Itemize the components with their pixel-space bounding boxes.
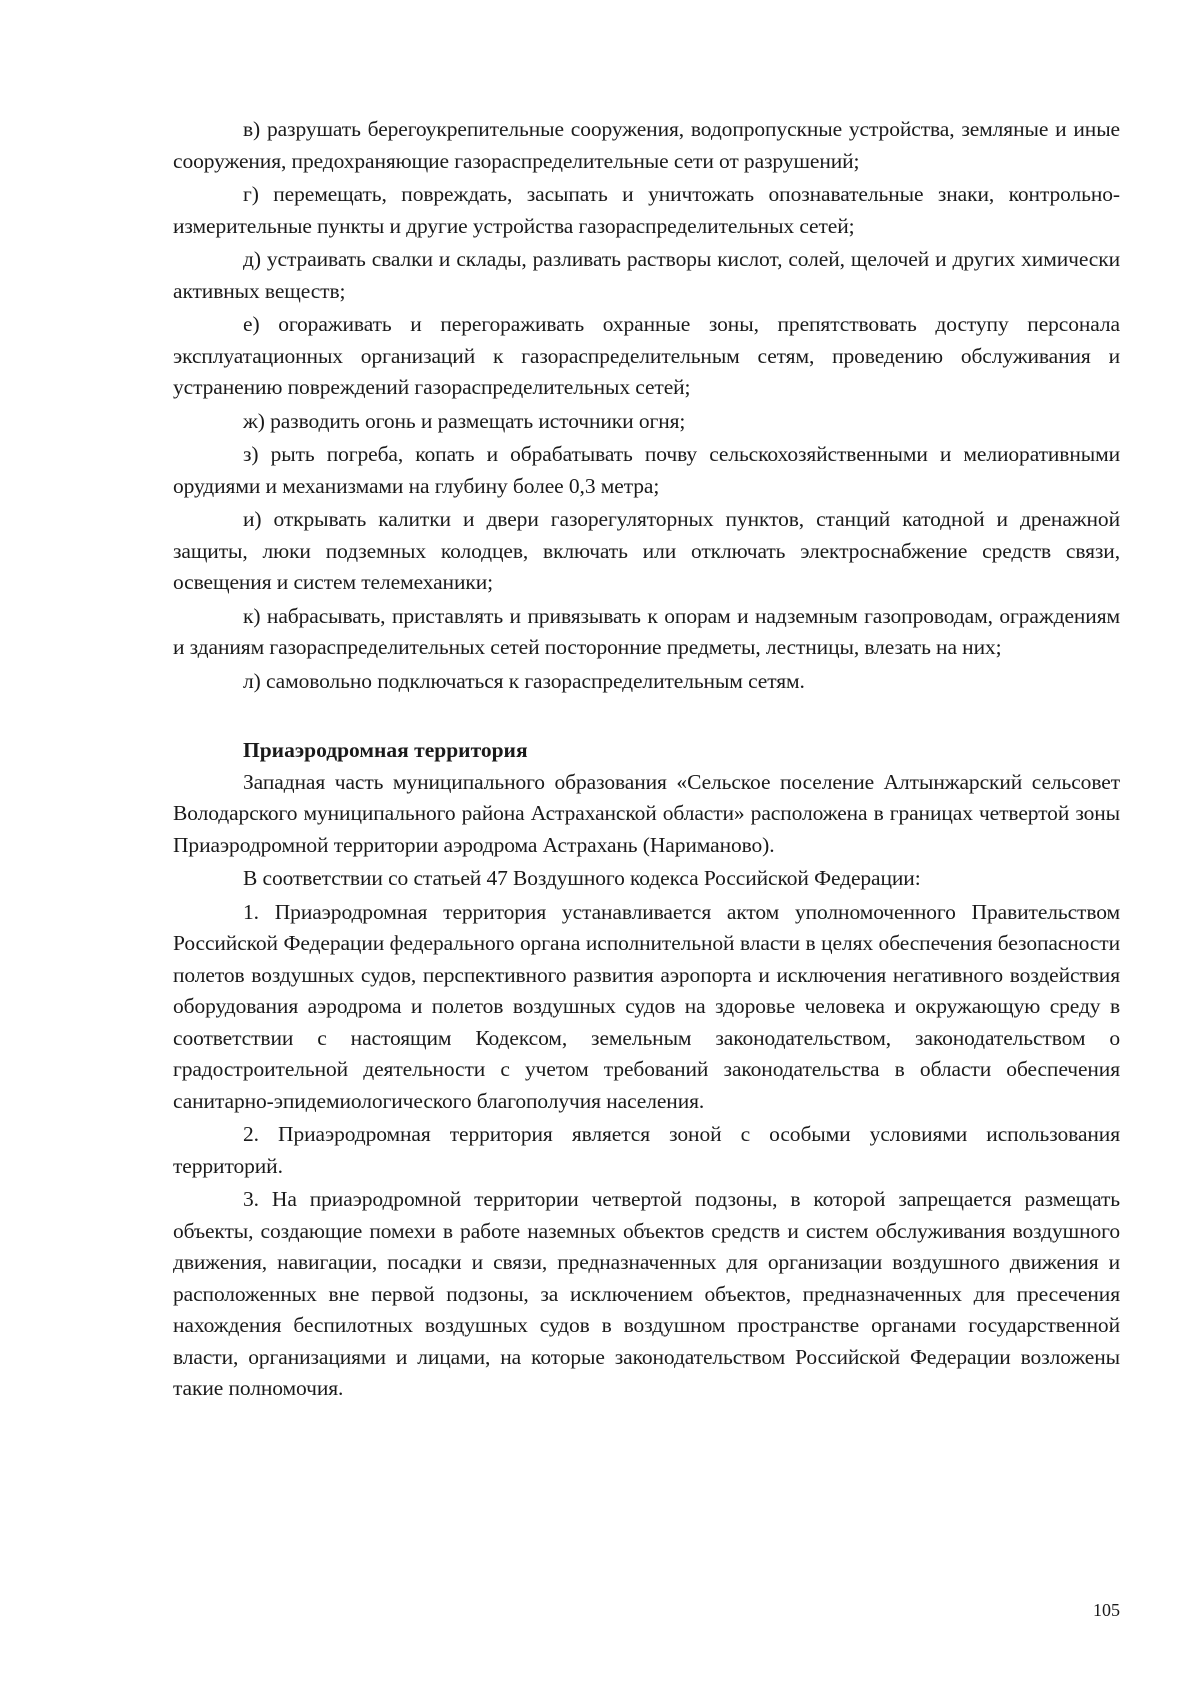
section-paragraph-1: 1. Приаэродромная территория устанавливается актом уполномоченного Правительством Российской Федерации федерального органа исполнительной власти в целях обеспечения безопасности полетов воздушных судов, перспективного развития аэропорта и исключения негативного воздействия оборудования аэродрома и полетов воздушных судов на здоровье человека и окружающую среду в соответствии с настоящим Кодексом, земельным законодательством, законодательством о градостроительной деятельности с учетом требований законодательства в области обеспечения санитарно-эпидемиологического благополучия населения. [173,899,1120,1113]
document-body [173,114,1120,1407]
list-item-l: л) самовольно подключаться к газораспределительным сетям. [243,668,805,693]
section-paragraph-2: 2. Приаэродромная территория является зоной с особыми условиями использования территорий. [173,1122,1120,1178]
list-item-g: г) перемещать, повреждать, засыпать и уничтожать опознавательные знаки, контрольно-измерительные пункты и другие устройства газораспределительных сетей; [173,182,1120,238]
list-item-d: д) устраивать свалки и склады, разливать растворы кислот, солей, щелочей и других химически активных веществ; [173,247,1120,303]
section-paragraph-reference: В соответствии со статьей 47 Воздушного кодекса Российской Федерации: [243,866,921,890]
list-item-k: к) набрасывать, приставлять и привязывать к опорам и надземным газопроводам, ограждениям и зданиям газораспределительных сетей посторонние предметы, лестницы, влезать на них; [173,603,1120,659]
list-item-i: и) открывать калитки и двери газорегуляторных пунктов, станций катодной и дренажной защиты, люки подземных колодцев, включать или отключать электроснабжение средств связи, освещения и систем телемеханики; [173,507,1120,594]
list-item-zh: ж) разводить огонь и размещать источники огня; [243,408,686,433]
section-paragraph-3: 3. На приаэродромной территории четвертой подзоны, в которой запрещается размещать объекты, создающие помехи в работе наземных объектов средств и систем обслуживания воздушного движения, навигации, посадки и связи, предназначенных для организации воздушного движения и расположенных вне первой подзоны, за исключением объектов, предназначенных для пресечения нахождения беспилотных воздушных судов в воздушном пространстве органами государственной власти, организациями и лицами, на которые законодательством Российской Федерации возложены такие полномочия. [173,1187,1120,1400]
section-paragraph-intro: Западная часть муниципального образования «Сельское поселение Алтынжарский сельсовет Володарского муниципального района Астраханской области» расположена в границах четвертой зоны Приаэродромной территории аэродрома Астрахань (Нариманово). [173,769,1120,857]
list-item-z: з) рыть погреба, копать и обрабатывать почву сельскохозяйственными и мелиоративными орудиями и механизмами на глубину более 0,3 метра; [173,442,1120,498]
page-number: 105 [1093,1600,1120,1620]
section-heading: Приаэродромная территория [243,738,528,762]
list-item-e: е) огораживать и перегораживать охранные зоны, препятствовать доступу персонала эксплуатационных организаций к газораспределительным сетям, проведению обслуживания и устранению повреждений газораспределительных сетей; [173,312,1120,399]
list-item-v: в) разрушать берегоукрепительные сооружения, водопропускные устройства, земляные и иные сооружения, предохраняющие газораспределительные сети от разрушений; [173,117,1120,173]
